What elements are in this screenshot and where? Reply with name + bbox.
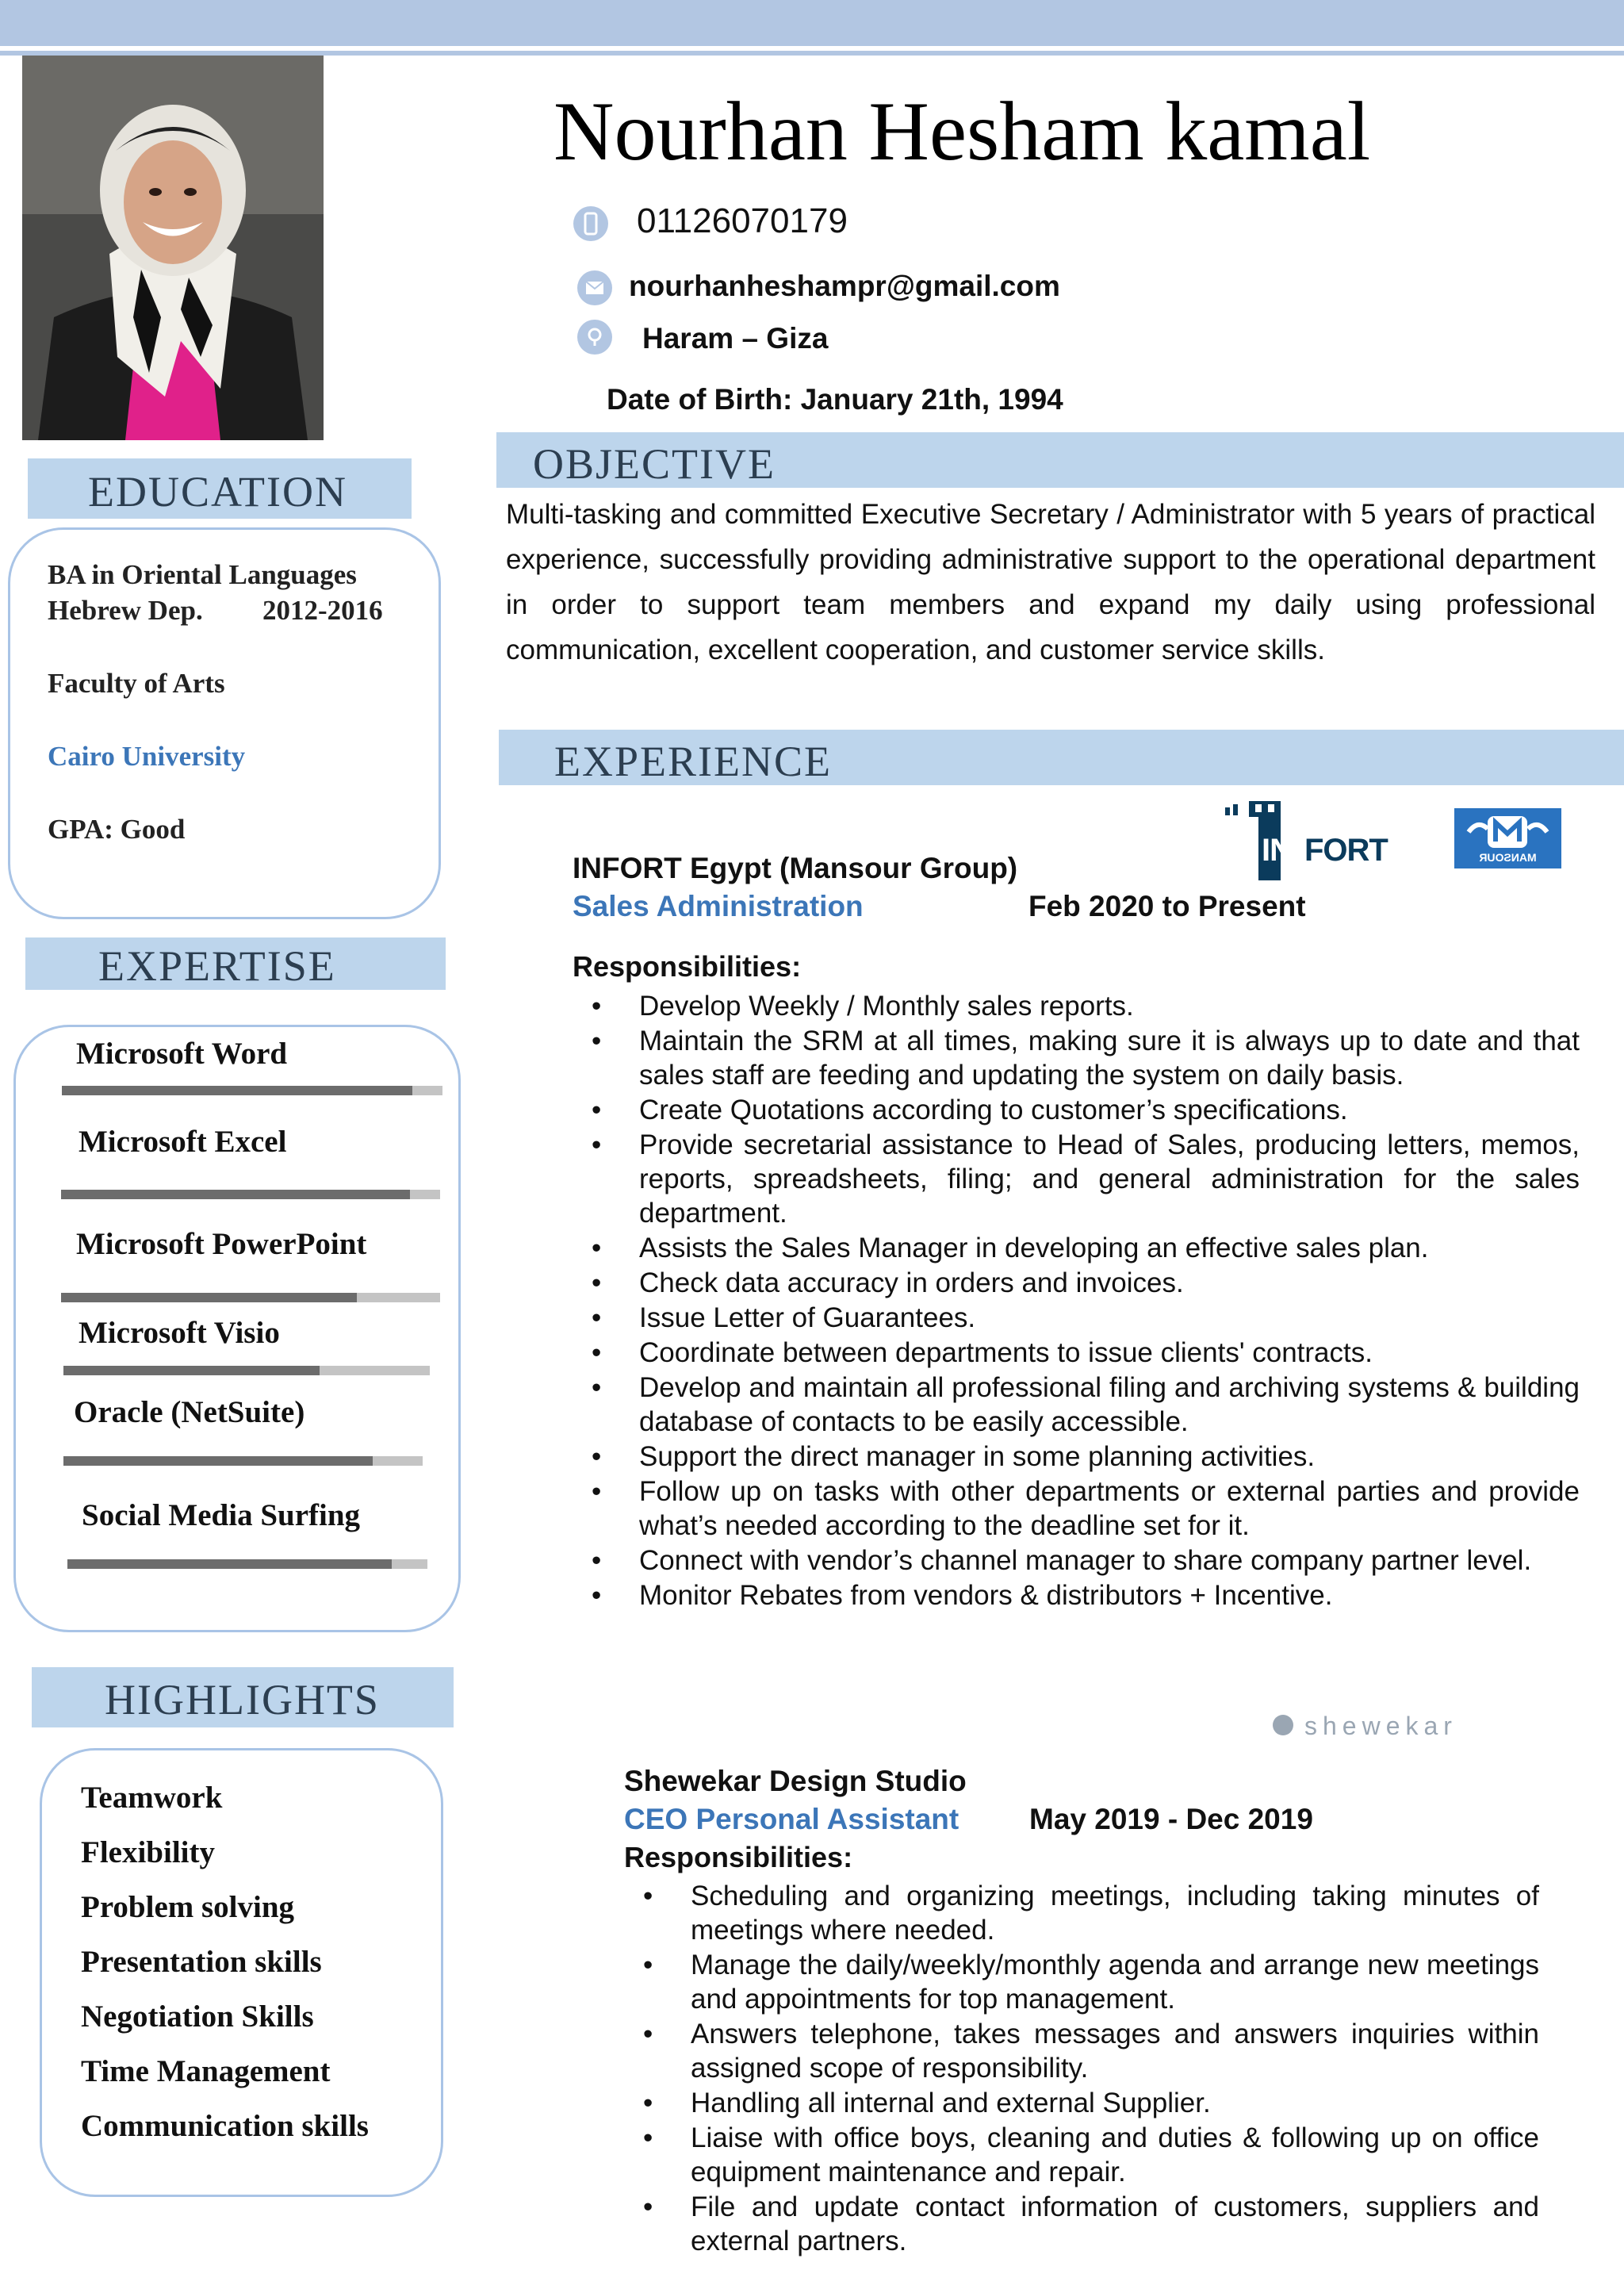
highlights-header — [32, 1667, 454, 1727]
university: Cairo University — [48, 741, 246, 772]
list-item: • Scheduling and organizing meetings, including taking minutes of meetings where needed. — [691, 1879, 1539, 1947]
company-name: Shewekar Design Studio — [624, 1765, 967, 1797]
list-item: • Coordinate between departments to issue clients' contracts. — [639, 1336, 1580, 1370]
list-item: • Assists the Sales Manager in developing an effective sales plan. — [639, 1231, 1580, 1265]
list-item: • Develop Weekly / Monthly sales reports. — [639, 989, 1580, 1023]
list-item: • Develop and maintain all professional filing and archiving systems & building database of contacts to be easily accessible. — [639, 1371, 1580, 1439]
responsibilities-list — [691, 1879, 1539, 2259]
shewekar-logo — [1273, 1712, 1511, 1743]
highlight-item: Teamwork — [81, 1781, 223, 1815]
skill-bar-fill — [61, 1293, 357, 1302]
mansour-logo — [1454, 808, 1561, 868]
list-item: • Connect with vendor’s channel manager to share company partner level. — [639, 1543, 1580, 1578]
highlight-item: Communication skills — [81, 2109, 369, 2143]
list-item: • File and update contact information of customers, suppliers and external partners. — [691, 2190, 1539, 2258]
highlights-title: HIGHLIGHTS — [105, 1676, 380, 1723]
company-name: INFORT Egypt (Mansour Group) — [573, 852, 1018, 884]
location-pin-icon — [577, 320, 612, 355]
highlight-item: Time Management — [81, 2054, 331, 2088]
list-item: • Create Quotations according to customer’s specifications. — [639, 1093, 1580, 1127]
list-item: • Answers telephone, takes messages and answers inquiries within assigned scope of responsibility. — [691, 2017, 1539, 2085]
infort-logo-in: IN — [1262, 833, 1292, 868]
top-banner — [0, 0, 1624, 46]
skill-name: Microsoft Excel — [79, 1125, 287, 1159]
experience-header — [499, 730, 1624, 785]
skill-name: Social Media Surfing — [82, 1498, 361, 1532]
job-role: Sales Administration — [573, 890, 864, 922]
list-item: • Liaise with office boys, cleaning and duties & following up on office equipment maintenance and repair. — [691, 2121, 1539, 2189]
list-item: • Manage the daily/weekly/monthly agenda and arrange new meetings and appointments for top management. — [691, 1948, 1539, 2016]
phone-icon — [573, 206, 608, 241]
phone-number: 01126070179 — [637, 201, 848, 240]
list-item: • Support the direct manager in some planning activities. — [639, 1440, 1580, 1474]
highlight-item: Presentation skills — [81, 1945, 322, 1979]
mail-icon — [577, 270, 612, 305]
education-title: EDUCATION — [88, 468, 347, 516]
mansour-logo-text: MANSOUR — [1479, 851, 1537, 864]
objective-title: OBJECTIVE — [533, 440, 776, 488]
list-item: • Handling all internal and external Supplier. — [691, 2086, 1539, 2120]
skill-name: Microsoft Word — [76, 1037, 288, 1071]
faculty: Faculty of Arts — [48, 668, 225, 699]
highlight-item: Problem solving — [81, 1890, 295, 1924]
job-dates: May 2019 - Dec 2019 — [1029, 1803, 1313, 1835]
skill-bar — [67, 1559, 427, 1569]
responsibilities-list — [639, 989, 1580, 1613]
portrait-illustration — [22, 56, 324, 440]
skill-bar — [61, 1190, 440, 1199]
study-years: 2012-2016 — [262, 595, 383, 626]
list-item: • Provide secretarial assistance to Head of Sales, producing letters, memos, reports, spreadsheets, filing; and general administration for the sales department. — [639, 1128, 1580, 1230]
skill-bar — [63, 1366, 430, 1375]
profile-photo — [22, 56, 324, 440]
responsibilities-heading: Responsibilities: — [624, 1841, 853, 1873]
skill-name: Microsoft Visio — [79, 1316, 280, 1350]
highlight-item: Negotiation Skills — [81, 2000, 314, 2034]
education-header — [28, 458, 412, 519]
skill-bar-fill — [61, 1190, 410, 1199]
skill-name: Microsoft PowerPoint — [76, 1227, 367, 1261]
responsibilities-heading: Responsibilities: — [573, 950, 802, 983]
email-address: nourhanheshampr@gmail.com — [629, 270, 1060, 302]
shewekar-logo-icon — [1273, 1715, 1293, 1735]
list-item: • Maintain the SRM at all times, making sure it is always up to date and that sales staff are feeding and updating the system on daily basis. — [639, 1024, 1580, 1092]
list-item: • Monitor Rebates from vendors & distributors + Incentive. — [639, 1578, 1580, 1612]
experience-title: EXPERIENCE — [554, 738, 832, 785]
skill-bar — [63, 1456, 423, 1466]
skill-bar — [61, 1293, 440, 1302]
objective-text: Multi-tasking and committed Executive Secretary / Administrator with 5 years of practical experience, successfully providing administrative support to the operational department in order to support team members and expand my daily using professional communication, excellent cooperation, and customer service skills. — [506, 499, 1595, 665]
infort-logo — [1225, 801, 1388, 880]
list-item: • Issue Letter of Guarantees. — [639, 1301, 1580, 1335]
location: Haram – Giza — [642, 322, 829, 355]
skill-bar-fill — [67, 1559, 392, 1569]
infort-logo-fort: FORT — [1304, 833, 1388, 868]
shewekar-logo-text: shewekar — [1304, 1712, 1457, 1740]
date-of-birth: Date of Birth: January 21th, 1994 — [607, 383, 1063, 416]
skill-bar-fill — [63, 1456, 373, 1466]
objective-header — [496, 432, 1624, 488]
expertise-header — [25, 937, 446, 990]
department: Hebrew Dep. — [48, 595, 203, 626]
expertise-title: EXPERTISE — [98, 942, 336, 990]
highlight-item: Flexibility — [81, 1835, 215, 1869]
skill-name: Oracle (NetSuite) — [74, 1395, 305, 1429]
gpa: GPA: Good — [48, 814, 186, 845]
job-role: CEO Personal Assistant — [624, 1803, 959, 1835]
full-name: Nourhan Hesham kamal — [553, 85, 1371, 178]
skill-bar — [62, 1086, 442, 1095]
list-item: • Follow up on tasks with other departments or external parties and provide what’s needed according to the deadline set for it. — [639, 1474, 1580, 1543]
degree: BA in Oriental Languages — [48, 559, 357, 590]
skill-bar-fill — [62, 1086, 412, 1095]
job-dates: Feb 2020 to Present — [1028, 890, 1306, 922]
skill-bar-fill — [63, 1366, 320, 1375]
list-item: • Check data accuracy in orders and invoices. — [639, 1266, 1580, 1300]
